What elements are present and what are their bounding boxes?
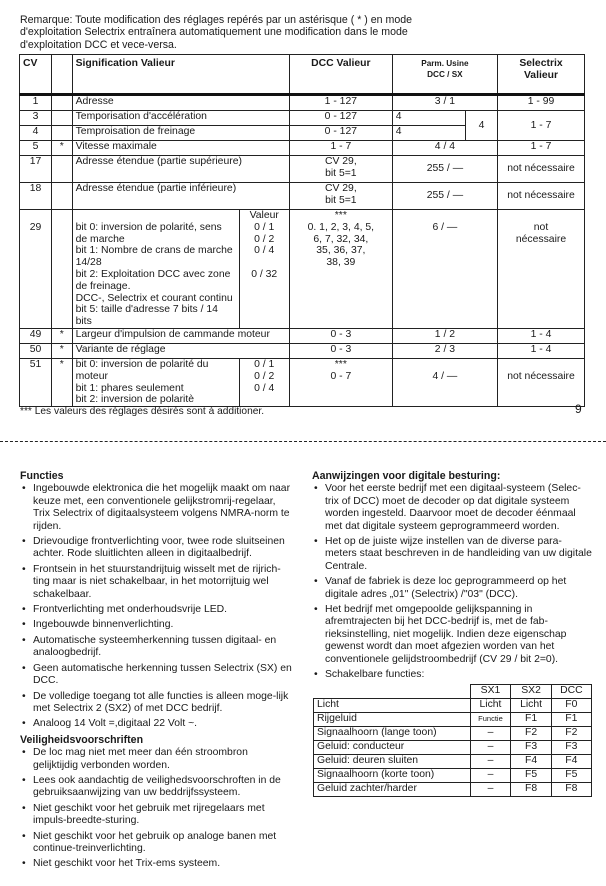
sx-value: 1 - 99 <box>498 95 585 111</box>
bullet-icon: • <box>22 747 26 759</box>
bullet-icon: • <box>22 563 26 575</box>
bullet-icon: • <box>22 830 26 842</box>
sx2-value: F4 <box>511 754 551 768</box>
header-factory <box>392 55 497 95</box>
table-row <box>314 768 592 782</box>
factory-value: 4 / 4 <box>392 141 497 156</box>
list-item-text: Het op de juiste wijze instellen van de diverse para-meters staat beschreven in de handleiding van uw digitale Centrale. <box>325 536 592 572</box>
digital-control-list <box>312 483 592 681</box>
factory-value: 6 / — <box>392 210 497 329</box>
list-item <box>20 564 295 601</box>
bullet-icon: • <box>22 662 26 674</box>
digital-control-heading: Aanwijzingen voor digitale besturing: <box>312 470 501 482</box>
sx1-value: – <box>470 768 511 782</box>
list-item <box>312 669 592 681</box>
sx1-value: – <box>470 782 511 796</box>
left-column <box>20 470 295 874</box>
dcc-value: F4 <box>551 754 591 768</box>
header-star <box>52 55 73 95</box>
bullet-icon: • <box>314 483 318 495</box>
factory-value: 3 / 1 <box>392 95 497 111</box>
bit-values: 0 / 1 0 / 2 0 / 4 <box>239 358 289 406</box>
star-marker: * <box>52 141 73 156</box>
star-marker <box>52 95 73 111</box>
function-name: Geluid: conducteur <box>314 740 471 754</box>
sx-value: 1 - 7 <box>498 111 585 141</box>
function-name: Signaalhoorn (lange toon) <box>314 726 471 740</box>
table-row <box>20 358 585 406</box>
sx-value: not nécessaire <box>498 210 585 329</box>
dcc-value: *** 0 - 7 <box>289 358 392 406</box>
function-table-header <box>314 684 592 698</box>
dcc-value: 0 - 3 <box>289 343 392 358</box>
bullet-icon: • <box>22 718 26 730</box>
sx-value: not nécessaire <box>498 358 585 406</box>
cv-meaning: Largeur d'impulsion de cammande moteur <box>72 328 289 343</box>
sx-value: not nécessaire <box>498 183 585 210</box>
bullet-icon: • <box>314 536 318 548</box>
list-item <box>312 576 592 601</box>
header-dcc: DCC <box>551 684 591 698</box>
cv-meaning: Temporisation d'accélération <box>72 111 289 126</box>
cv-number: 50 <box>20 343 52 358</box>
list-item <box>20 747 295 772</box>
factory-value: 1 / 2 <box>392 328 497 343</box>
cv-number: 49 <box>20 328 52 343</box>
cv-number: 51 <box>20 358 52 406</box>
cv-meaning: bit 0: inversion de polarité, sens de marche bit 1: Nombre de crans de marche 14/28 bit 2: Exploitation DCC avec zone de freinage. DCC-, Selectrix et courant continu bit 5: taille d'adresse 7 bits / 14 bits <box>72 210 239 329</box>
list-item-text: Automatische systeemherkenning tussen digitaal- en analoogbedrijf. <box>33 634 277 659</box>
cv-table-header <box>20 55 585 95</box>
dcc-value: 1 - 127 <box>289 95 392 111</box>
dcc-value: 1 - 7 <box>289 141 392 156</box>
header-dcc: DCC Valieur <box>289 55 392 95</box>
header-sx: Selectrix Valieur <box>498 55 585 95</box>
list-item-text: Niet geschikt voor het gebruik op analoge banen met continue-treinverlichting. <box>33 830 277 854</box>
list-item <box>312 536 592 573</box>
dcc-value: F5 <box>551 768 591 782</box>
bit-values: Valeur 0 / 1 0 / 2 0 / 4 0 / 32 <box>239 210 289 329</box>
dcc-value: F0 <box>551 698 591 712</box>
bullet-icon: • <box>314 604 318 616</box>
functions-heading: Functies <box>20 470 64 482</box>
factory-value: 4 / — <box>392 358 497 406</box>
right-column <box>312 470 592 797</box>
function-name: Signaalhoorn (korte toon) <box>314 768 471 782</box>
table-row <box>20 343 585 358</box>
bullet-icon: • <box>22 483 26 495</box>
header-factory-line2: DCC / SX <box>427 70 463 79</box>
table-row <box>314 754 592 768</box>
sx2-value: F1 <box>511 712 551 726</box>
table-row <box>314 740 592 754</box>
sx2-value: F8 <box>511 782 551 796</box>
list-item-text: Geen automatische herkenning tussen Selectrix (SX) en DCC. <box>33 662 292 687</box>
bullet-icon: • <box>22 634 26 646</box>
list-item-text: Niet geschikt voor het gebruik met rijregelaars met impuls-breedte-sturing. <box>33 802 265 827</box>
header-cv: CV <box>20 55 52 95</box>
bullet-icon: • <box>22 690 26 702</box>
factory-value: 2 / 3 <box>392 343 497 358</box>
star-marker <box>52 210 73 329</box>
bullet-icon: • <box>22 536 26 548</box>
sx-value: 1 - 4 <box>498 343 585 358</box>
table-row <box>314 712 592 726</box>
list-item-text: Niet geschikt voor het Trix-ems systeem. <box>33 858 221 870</box>
table-row <box>20 141 585 156</box>
list-item-text: Lees ook aandachtig de veilighedsvoorschroften in de gebruiksaanwijzing van uw beddrijfssysteem. <box>33 774 281 799</box>
star-marker: * <box>52 358 73 406</box>
cv-meaning: bit 0: inversion de polarité du moteur bit 1: phares seulement bit 2: inversion de polaritè <box>72 358 239 406</box>
cv-number: 17 <box>20 156 52 183</box>
header-sx2: SX2 <box>511 684 551 698</box>
cv-number: 18 <box>20 183 52 210</box>
table-row <box>314 726 592 740</box>
dcc-value: CV 29, bit 5=1 <box>289 156 392 183</box>
factory-dcc-value: 4 <box>392 126 465 141</box>
list-item-text: Frontsein in het stuurstandrijtuig wisselt met de rijrich-ting maar is niet schakelbaar, in het motorrijtuig wel schakelbaar. <box>33 563 281 600</box>
list-item <box>20 536 295 561</box>
list-item <box>20 803 295 828</box>
list-item <box>312 483 592 533</box>
bullet-icon: • <box>22 619 26 631</box>
cv-meaning: Adresse étendue (partie supérieure) <box>72 156 289 183</box>
sx1-value: Licht <box>470 698 511 712</box>
list-item-text: Drievoudige frontverlichting voor, twee rode sluitseinen achter. Rode sluitlichten alleen in digitaalbedrijf. <box>33 536 285 560</box>
star-marker <box>52 111 73 126</box>
dcc-value: 0 - 127 <box>289 126 392 141</box>
functions-list <box>20 483 295 730</box>
list-item <box>20 831 295 856</box>
cv-number: 3 <box>20 111 52 126</box>
cv-meaning: Temproisation de freinage <box>72 126 289 141</box>
cv-table <box>19 54 585 407</box>
cv-number: 4 <box>20 126 52 141</box>
sx1-value: – <box>470 754 511 768</box>
list-item-text: Vanaf de fabriek is deze loc geprogrammeerd op het digitale adres „01" (Selectrix) /"03" (DCC). <box>325 576 567 600</box>
cv-meaning: Variante de réglage <box>72 343 289 358</box>
bullet-icon: • <box>314 576 318 588</box>
function-name: Licht <box>314 698 471 712</box>
function-name: Rijgeluid <box>314 712 471 726</box>
bullet-icon: • <box>314 669 318 681</box>
bullet-icon: • <box>22 774 26 786</box>
page-number: 9 <box>575 402 582 416</box>
sx2-value: F5 <box>511 768 551 782</box>
dcc-value: *** 0. 1, 2, 3, 4, 5, 6, 7, 32, 34, 35, 36, 37, 38, 39 <box>289 210 392 329</box>
list-item-text: Het bedrijf met omgepoolde gelijkspanning in afremtrajecten bij het DCC-bedrijf is, met de fab-rieksinstelling, niet mogelijk. Indien deze eigenschap gewenst wordt dan moet afgezien worden van het conventionele gelijdstroombedrijf (CV 29 / bit 2=0). <box>325 604 567 665</box>
list-item <box>20 858 295 870</box>
sx-value: 1 - 4 <box>498 328 585 343</box>
list-item-text: De volledige toegang tot alle functies is alleen moge-lijk met Selectrix 2 (SX2) of met DCC bedrijf. <box>33 690 289 714</box>
table-row <box>20 210 585 329</box>
list-item-text: Analoog 14 Volt =,digitaal 22 Volt ~. <box>33 718 198 730</box>
factory-value: 255 / — <box>392 183 497 210</box>
function-table <box>313 684 592 797</box>
safety-heading: Veiligheidsvoorschriften <box>20 733 144 746</box>
sx-value: 1 - 7 <box>498 141 585 156</box>
list-item-text: De loc mag niet met meer dan één stroombron gelijktijdig verbonden worden. <box>33 747 248 771</box>
bullet-icon: • <box>22 604 26 616</box>
table-row <box>20 156 585 183</box>
safety-list <box>20 747 295 871</box>
list-item-text: Voor het eerste bedrijf met een digitaal-systeem (Selec-trix of DCC) moet de decoder op dat digitale systeem worden ingesteld. Daarvoor moet de decoder éénmaal met dat digitale systeem geprogrammeerd worden. <box>325 483 581 532</box>
cv-number: 5 <box>20 141 52 156</box>
table-row <box>20 95 585 111</box>
list-item-text: Frontverlichting met onderhoudsvrije LED. <box>33 604 228 616</box>
list-item <box>20 718 295 730</box>
cv-meaning: Adresse <box>72 95 289 111</box>
table-row <box>314 698 592 712</box>
dcc-value: F8 <box>551 782 591 796</box>
sx2-value: Licht <box>511 698 551 712</box>
star-marker: * <box>52 328 73 343</box>
list-item <box>20 619 295 631</box>
footnote: *** Les valeurs des réglages désirés sont à additioner. <box>20 406 265 417</box>
header-meaning: Signification Valieur <box>72 55 289 95</box>
list-item <box>20 691 295 716</box>
dcc-value: F1 <box>551 712 591 726</box>
header-factory-line1: Parm. Usine <box>421 59 469 68</box>
sx-value: not nécessaire <box>498 156 585 183</box>
sx1-value: Functie <box>470 712 511 726</box>
dcc-value: F3 <box>551 740 591 754</box>
table-row <box>20 328 585 343</box>
sx2-value: F3 <box>511 740 551 754</box>
cv-meaning: Adresse étendue (partie inférieure) <box>72 183 289 210</box>
sx1-value: – <box>470 726 511 740</box>
dcc-value: 0 - 3 <box>289 328 392 343</box>
star-marker <box>52 156 73 183</box>
list-item <box>20 775 295 800</box>
list-item <box>20 483 295 533</box>
list-item <box>312 604 592 666</box>
sx1-value: – <box>470 740 511 754</box>
cv-meaning: Vitesse maximale <box>72 141 289 156</box>
function-name: Geluid zachter/harder <box>314 782 471 796</box>
dcc-value: CV 29, bit 5=1 <box>289 183 392 210</box>
table-row <box>20 111 585 126</box>
table-row <box>314 782 592 796</box>
list-item <box>20 663 295 688</box>
factory-sx-value: 4 <box>465 111 497 141</box>
bullet-icon: • <box>22 858 26 870</box>
list-item-text: Schakelbare functies: <box>325 669 425 681</box>
list-item-text: Ingebouwde elektronica die het mogelijk maakt om naar keuze met, een conventionele gelijkstromrij-regelaar, Trix Selectrix of digitaalsysteem volgens NMRA-norm te rijden. <box>33 483 291 532</box>
star-marker <box>52 126 73 141</box>
cv-number: 1 <box>20 95 52 111</box>
header-blank <box>314 684 471 698</box>
table-row <box>20 183 585 210</box>
bullet-icon: • <box>22 802 26 814</box>
cv-number: 29 <box>20 210 52 329</box>
star-marker <box>52 183 73 210</box>
remark-note: Remarque: Toute modification des réglages repérés par un astérisque ( * ) en mode d'exploitation Selectrix entraînera automatiquement une modification dans le mode d'exploitation DCC et vece-versa. <box>20 14 412 51</box>
dcc-value: F2 <box>551 726 591 740</box>
star-marker: * <box>52 343 73 358</box>
sx2-value: F2 <box>511 726 551 740</box>
list-item-text: Ingebouwde binnenverlichting. <box>33 619 174 631</box>
function-name: Geluid: deuren sluiten <box>314 754 471 768</box>
cut-line-divider <box>0 441 606 442</box>
list-item <box>20 604 295 616</box>
dcc-value: 0 - 127 <box>289 111 392 126</box>
header-sx1: SX1 <box>470 684 511 698</box>
list-item <box>20 635 295 660</box>
factory-dcc-value: 4 <box>392 111 465 126</box>
factory-value: 255 / — <box>392 156 497 183</box>
